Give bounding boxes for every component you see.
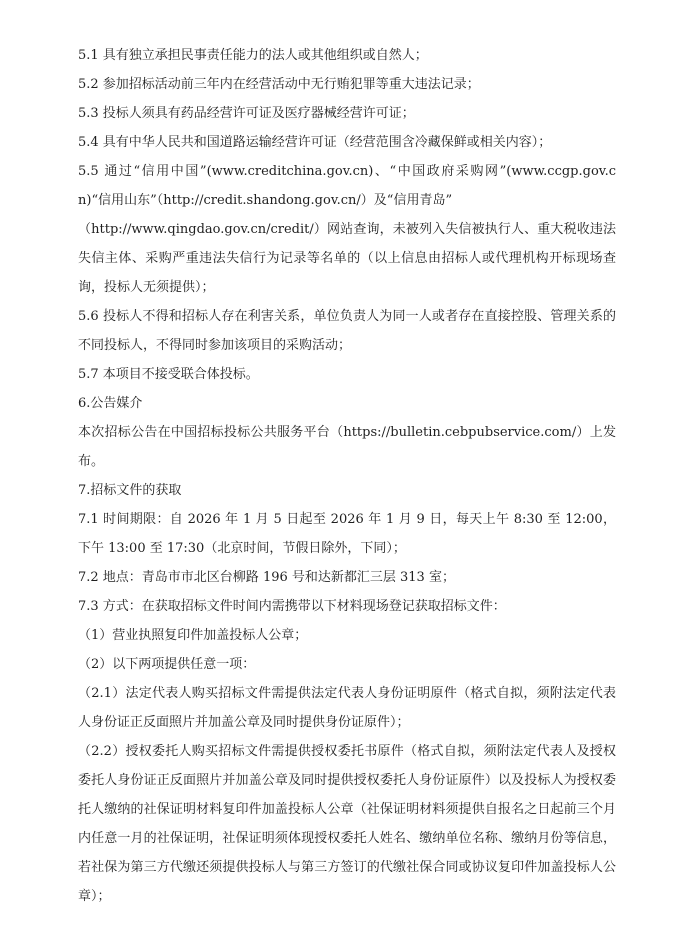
clause-5-5-continued: （http://www.qingdao.gov.cn/credit/）网站查询，未被列入失信被执行人、重大税收违法失信主体、采购严重违法失信行为记录等名单的（以上信息由招标人或代理机构开标现场查询，投标人无须提供）； — [78, 222, 616, 295]
section-6-heading: 6.公告媒介 — [78, 396, 143, 411]
section-7-heading: 7.招标文件的获取 — [78, 483, 182, 498]
clause-7-3-item-2-1: （2.1）法定代表人购买招标文件需提供法定代表人身份证明原件（格式自拟，须附法定代表人身份证正反面照片并加盖公章及同时提供身份证原件）； — [78, 686, 616, 730]
clause-7-2: 7.2 地点：青岛市市北区台柳路 196 号和达新都汇三层 313 室； — [78, 570, 455, 585]
clause-7-3-item-2: （2）以下两项提供任意一项： — [78, 657, 256, 672]
clause-5-4: 5.4 具有中华人民共和国道路运输经营许可证（经营范围含冷藏保鲜或相关内容）； — [78, 135, 552, 150]
clause-7-1: 7.1 时间期限：自 2026 年 1 月 5 日起至 2026 年 1 月 9 日，每天上午 8:30 至 12:00，下午 13:00 至 17:30（北京时间，节假日除外，下同）； — [78, 512, 616, 556]
clause-7-3-item-1: （1）营业执照复印件加盖投标人公章； — [78, 628, 308, 643]
section-6-body: 本次招标公告在中国招标投标公共服务平台（https://bulletin.cebpubservice.com/）上发布。 — [78, 425, 616, 469]
clause-5-3: 5.3 投标人须具有药品经营许可证及医疗器械经营许可证； — [78, 106, 415, 121]
document-body — [78, 41, 616, 911]
clause-7-3: 7.3 方式：在获取招标文件时间内需携带以下材料现场登记获取招标文件： — [78, 599, 506, 614]
clause-5-1: 5.1 具有独立承担民事责任能力的法人或其他组织或自然人； — [78, 48, 428, 63]
clause-5-2: 5.2 参加招标活动前三年内在经营活动中无行贿犯罪等重大违法记录； — [78, 77, 480, 92]
clause-5-6: 5.6 投标人不得和招标人存在利害关系，单位负责人为同一人或者存在直接控股、管理关系的不同投标人，不得同时参加该项目的采购活动； — [78, 309, 616, 353]
clause-5-7: 5.7 本项目不接受联合体投标。 — [78, 367, 259, 382]
clause-7-3-item-2-2: （2.2）授权委托人购买招标文件需提供授权委托书原件（格式自拟，须附法定代表人及授权委托人身份证正反面照片并加盖公章及同时提供授权委托人身份证原件）以及投标人为授权委托人缴纳的社保证明材料复印件加盖投标人公章（社保证明材料须提供自报名之日起前三个月内任意一月的社保证明，社保证明须体现授权委托人姓名、缴纳单位名称、缴纳月份等信息，若社保为第三方代缴还须提供投标人与第三方签订的代缴社保合同或协议复印件加盖投标人公章）； — [78, 744, 616, 904]
clause-5-5: 5.5 通过“信用中国”(www.creditchina.gov.cn)、“中国政府采购网”(www.ccgp.gov.cn)“信用山东”（http://credit.shandong.gov.cn/）及“信用青岛” — [78, 164, 616, 208]
